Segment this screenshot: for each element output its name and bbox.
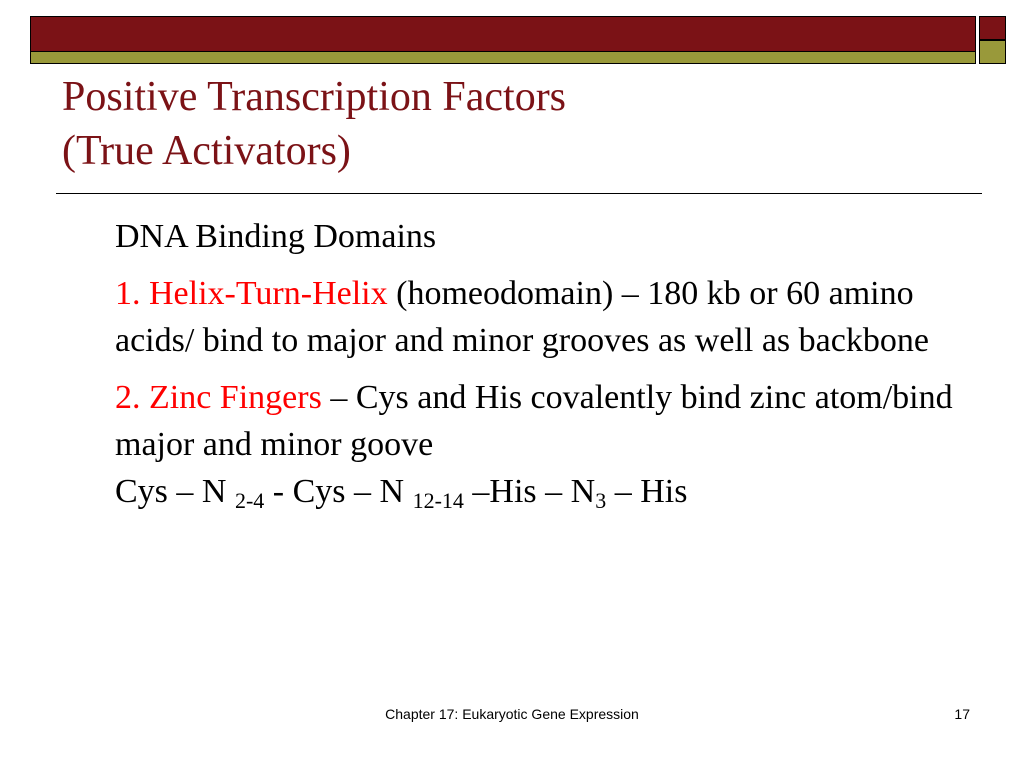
item2-text: – Cys and His covalently bind zinc atom/bind major and minor goove (115, 379, 953, 463)
header-bar (30, 16, 976, 64)
corner-square-top (979, 16, 1006, 40)
title-divider (56, 193, 982, 194)
page-number: 17 (954, 706, 970, 722)
body-heading: DNA Binding Domains (115, 218, 437, 255)
formula-part-2: - Cys – N (264, 473, 413, 510)
formula-sub-1: 2-4 (234, 488, 265, 513)
formula-sub-3: 3 (595, 488, 607, 513)
formula-part-1: Cys – N (115, 473, 235, 510)
formula-part-4: – His (606, 473, 688, 510)
corner-square-bottom (979, 40, 1006, 64)
slide-title (62, 70, 962, 178)
title-line-2: (True Activators) (62, 128, 351, 174)
list-item-2 (115, 374, 975, 515)
list-item-1 (115, 270, 975, 364)
formula-part-3: –His – N (463, 473, 596, 510)
slide-body (115, 213, 975, 525)
formula-sub-2: 12-14 (412, 488, 464, 513)
title-line-1: Positive Transcription Factors (62, 74, 567, 120)
footer-text: Chapter 17: Eukaryotic Gene Expression (385, 706, 639, 722)
item1-label: 1. Helix-Turn-Helix (115, 275, 388, 312)
item1-text: (homeodomain) – 180 kb or 60 amino acids/ bind to major and minor grooves as well as backbone (115, 275, 929, 359)
item2-label: 2. Zinc Fingers (115, 379, 322, 416)
